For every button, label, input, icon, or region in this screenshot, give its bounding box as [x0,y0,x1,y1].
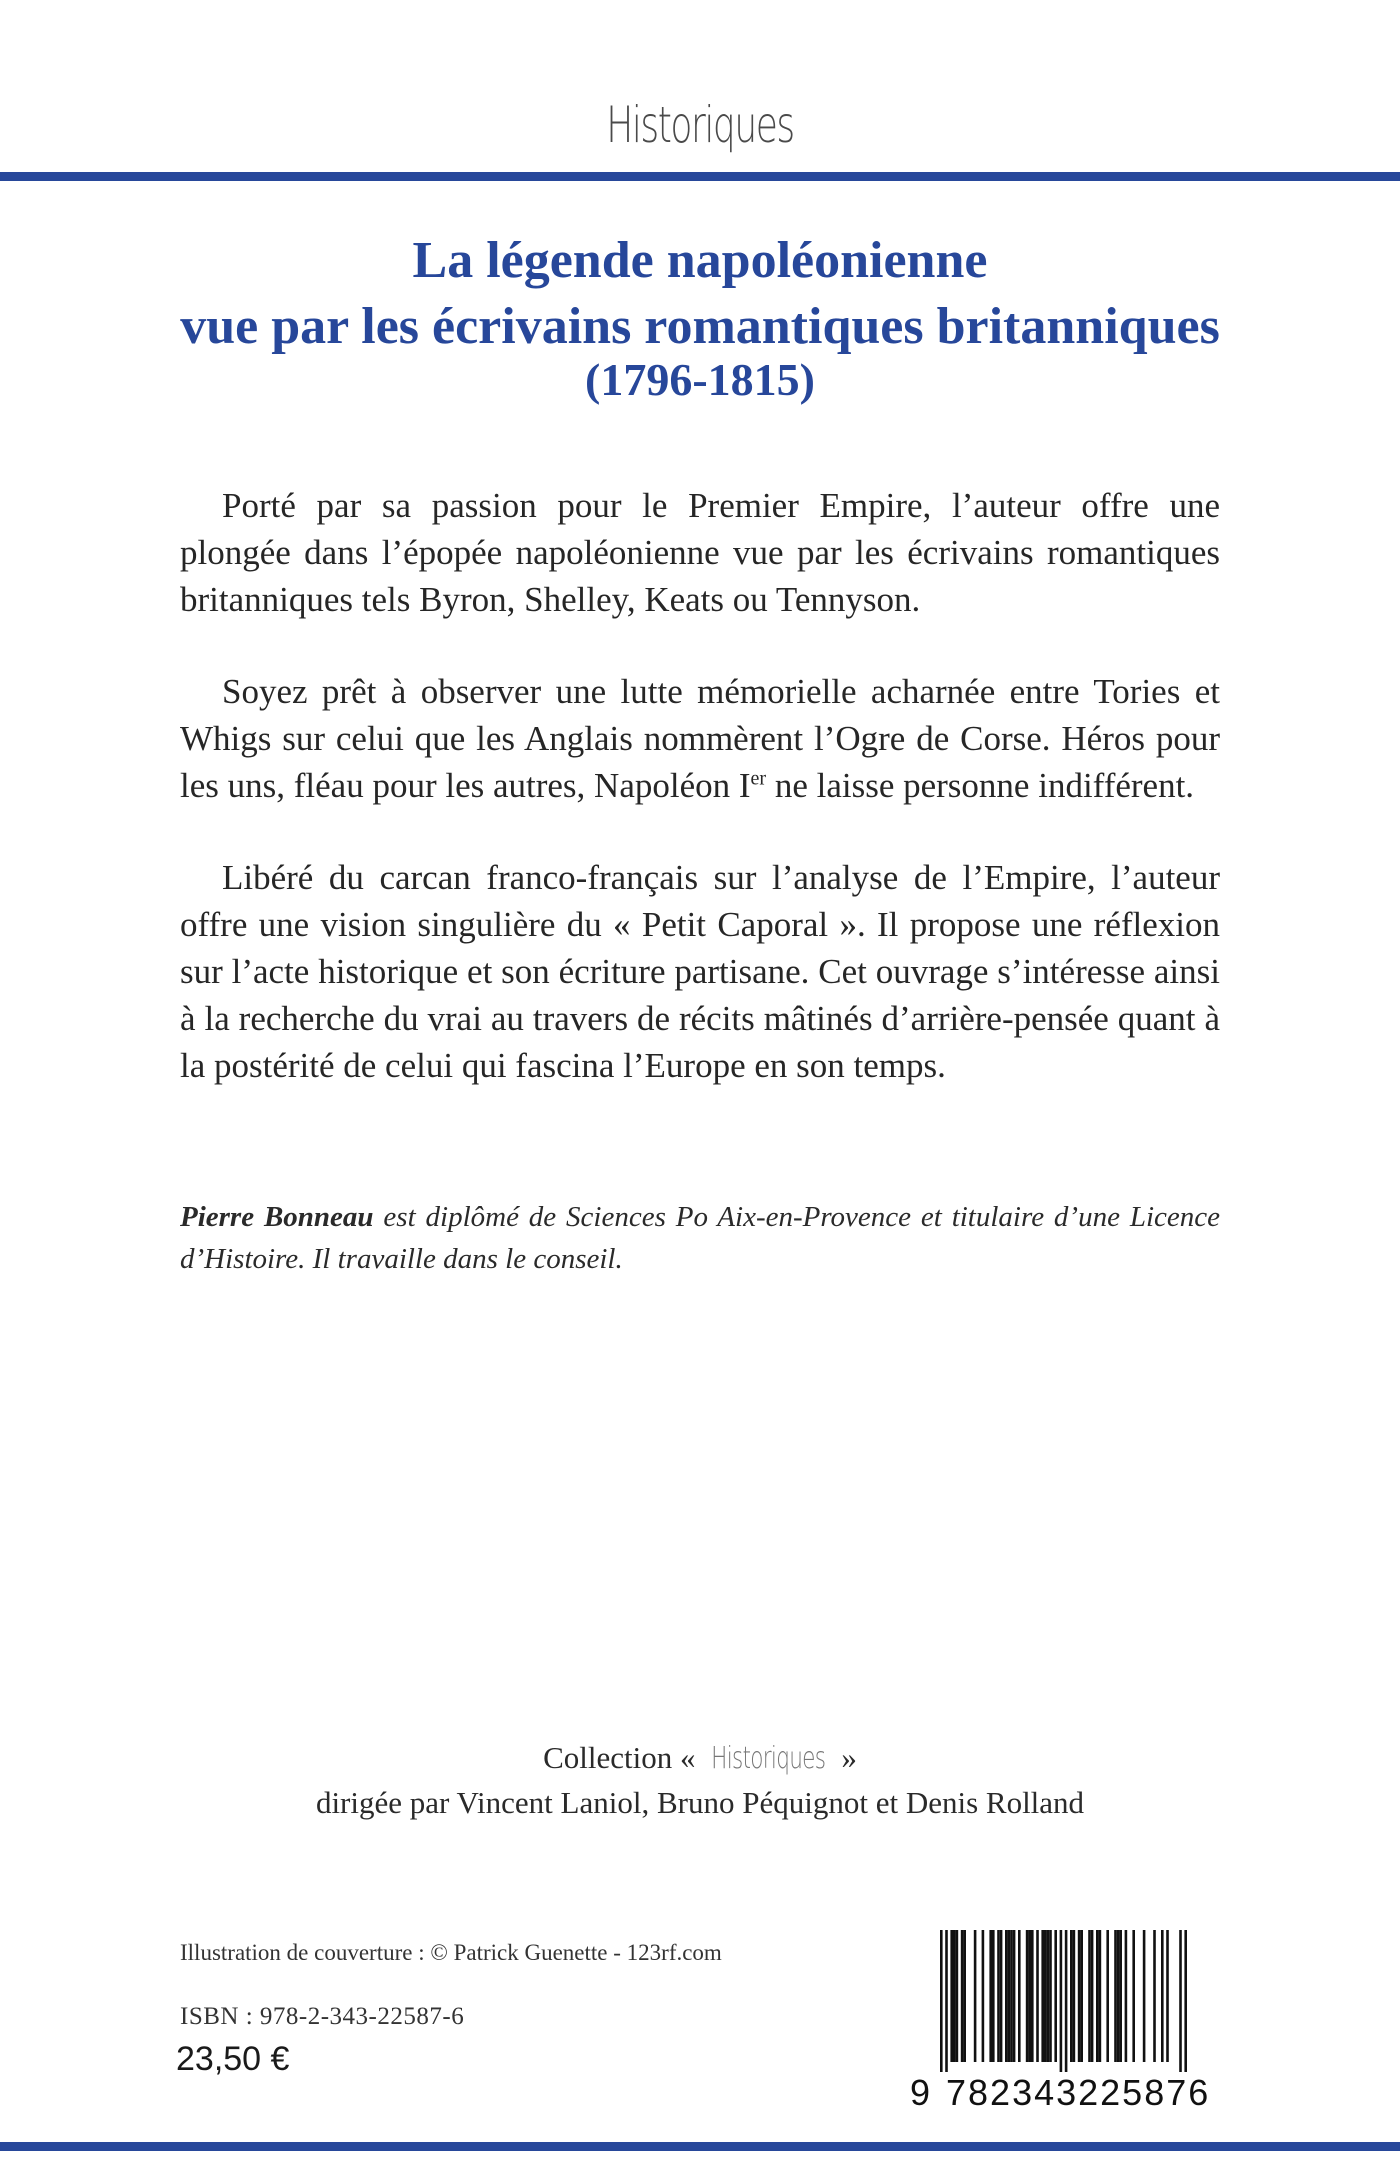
barcode-bar [1008,1930,1011,2062]
barcode-bar [1000,1930,1003,2062]
barcode-bar [1114,1930,1117,2062]
collection-line [0,1736,1400,1781]
barcode-bar [1031,1930,1034,2062]
barcode-bar [1044,1930,1047,2062]
barcode-bar [1080,1930,1083,2062]
collection-directors: dirigée par Vincent Laniol, Bruno Péquignot et Denis Rolland [315,1785,1085,1820]
barcode-bar [1073,1930,1076,2062]
barcode-bar [1119,1930,1122,2062]
barcode-bar [1018,1930,1021,2062]
series-logo: Historiques [606,96,794,154]
barcode-first-digit: 9 [910,2072,933,2113]
cover-credit: Illustration de couverture : © Patrick Guenette - 123rf.com [180,1940,722,1965]
title-dates: (1796-1815) [585,354,815,405]
blurb-paragraph-1: Porté par sa passion pour le Premier Empire, l’auteur offre une plongée dans l’épopée napoléonienne vue par les écrivains romantiques britanniques tels Byron, Shelley, Keats ou Tennyson. [180,486,1220,619]
blurb-p2-superscript: er [750,767,767,790]
barcode-bar [1036,1930,1039,2062]
barcode-bar [1041,1930,1044,2062]
barcode-bar [1099,1930,1102,2062]
barcode-bar [997,1930,1000,2062]
barcode-bar [1078,1930,1081,2062]
barcode-bar [1161,1930,1164,2062]
collection-name: Historiques [711,1741,826,1776]
top-rule [0,172,1400,181]
barcode-bar [1091,1930,1094,2062]
blurb-paragraph-2 [180,668,1220,809]
blurb-paragraph-3: Libéré du carcan franco-français sur l’analyse de l’Empire, l’auteur offre une vision singulière du « Petit Caporal ». Il propose une réflexion sur l’acte historique et son écriture partisane. Cet ouvrage s’intéresse ainsi à la recherche du vrai au travers de récits mâtinés d’arrière-pensée quant à la postérité de celui qui fascina l’Europe en son temps. [180,858,1220,1085]
barcode-bar [1060,1930,1063,2072]
barcode-bar [1132,1930,1135,2062]
barcode-bar [1010,1930,1013,2062]
bottom-rule [0,2142,1400,2151]
barcode-bar [1096,1930,1099,2062]
barcode-bar [1153,1930,1156,2062]
barcode-bar [1179,1930,1182,2072]
collection-suffix: » [841,1740,857,1775]
barcode-bar [1047,1930,1050,2062]
collection-prefix: Collection « [543,1740,696,1775]
barcode-bar [1028,1930,1031,2062]
barcode-bar [1166,1930,1169,2062]
barcode-icon [910,1924,1210,2124]
barcode-digits: 782343225876 [946,2072,1211,2113]
author-bio-text: est diplômé de Sciences Po Aix-en-Provence et titulaire d’une Licence d’Histoire. Il travaille dans le conseil. [180,1201,1220,1275]
barcode-bar [982,1930,985,2062]
barcode-bar [950,1930,953,2062]
barcode-bar [945,1930,948,2072]
barcode-bar [1117,1930,1120,2062]
author-bio [180,1196,1220,1280]
barcode-bar [1088,1930,1091,2062]
title-line-1: La légende napoléonienne [412,232,988,289]
barcode-bars [910,1924,1210,2074]
barcode-bar [1143,1930,1146,2062]
title-line-2: vue par les écrivains romantiques britanniques [180,298,1220,355]
barcode-bar [1054,1930,1057,2062]
barcode-bar [963,1930,966,2062]
barcode-bar [1125,1930,1128,2062]
collection-info [0,1736,1400,1825]
barcode-bar [1184,1930,1187,2072]
barcode-number [910,2072,1210,2116]
isbn: ISBN : 978-2-343-22587-6 [180,2003,465,2030]
author-name: Pierre Bonneau [180,1201,374,1233]
barcode-bar [1065,1930,1068,2072]
barcode-bar [1005,1930,1008,2062]
barcode-bar [1026,1930,1029,2062]
book-title [0,228,1400,360]
barcode-bar [1070,1930,1073,2062]
barcode-bar [989,1930,992,2062]
barcode-bar [940,1930,943,2072]
barcode-bar [956,1930,959,2062]
barcode-bar [992,1930,995,2062]
barcode-bar [1106,1930,1109,2062]
barcode-bar [953,1930,956,2062]
price: 23,50 € [176,2040,290,2078]
blurb-p2-text-end: ne laisse personne indifférent. [766,766,1195,805]
barcode-bar [961,1930,964,2062]
blurb-p2-text: Soyez prêt à observer une lutte mémorielle acharnée entre Tories et Whigs sur celui que les Anglais nommèrent l’Ogre de Corse. Héros pour les uns, fléau pour les autres, Napoléon I [180,672,1220,805]
barcode-bar [974,1930,977,2062]
barcode-bar [1049,1930,1052,2062]
barcode-bar [1013,1930,1016,2062]
